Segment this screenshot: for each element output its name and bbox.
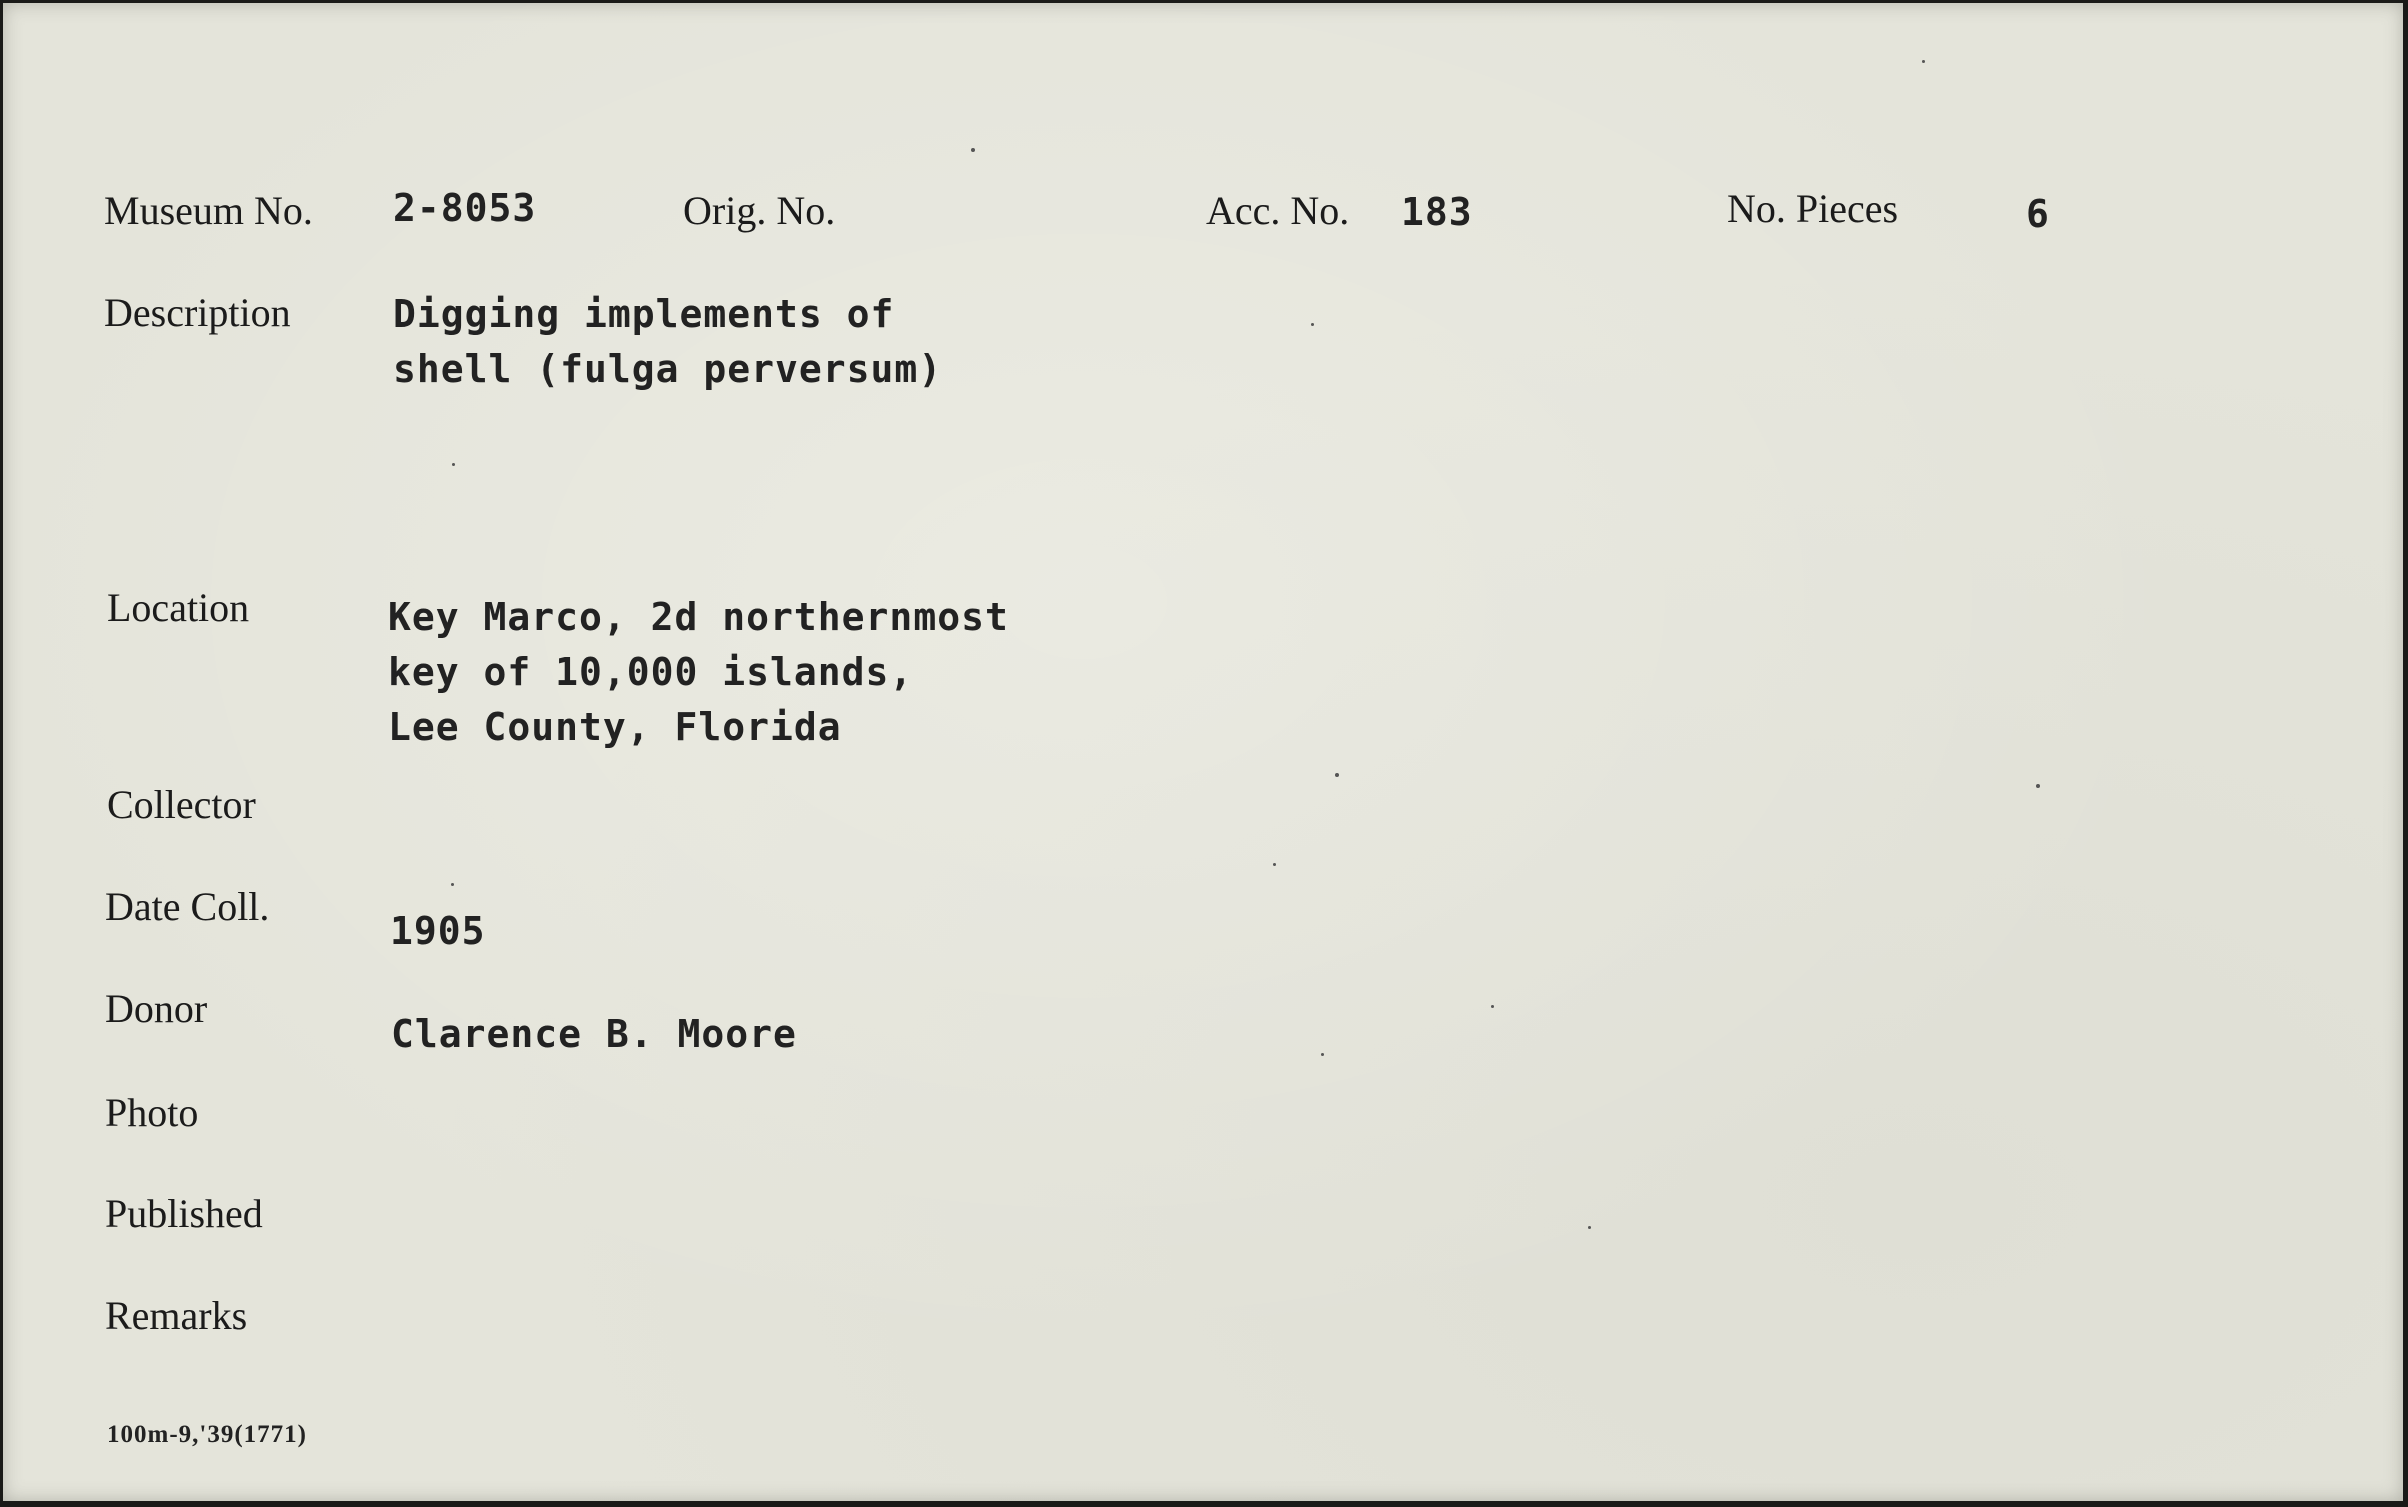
location-line: key of 10,000 islands,	[388, 650, 914, 694]
dust-speck	[1335, 773, 1339, 777]
location-line: Key Marco, 2d northernmost	[388, 595, 1009, 639]
location-line: Lee County, Florida	[388, 705, 842, 749]
description-value	[393, 287, 942, 397]
catalog-card	[3, 3, 2403, 1501]
dust-speck	[2036, 784, 2040, 788]
collector-label: Collector	[107, 782, 256, 827]
dust-speck	[1491, 1005, 1494, 1008]
dust-speck	[1321, 1053, 1324, 1056]
description-line: shell (fulga perversum)	[393, 347, 943, 391]
dust-speck	[1922, 60, 1925, 63]
donor-label: Donor	[105, 986, 208, 1031]
dust-speck	[1311, 323, 1314, 326]
description-label: Description	[104, 290, 291, 335]
orig-no-label: Orig. No.	[683, 188, 836, 233]
location-label: Location	[107, 585, 250, 630]
museum-no-value: 2-8053	[393, 186, 537, 230]
published-label: Published	[105, 1191, 263, 1236]
acc-no-label: Acc. No.	[1206, 188, 1350, 233]
description-line: Digging implements of	[393, 292, 895, 336]
date-coll-label: Date Coll.	[105, 884, 270, 929]
dust-speck	[1588, 1226, 1591, 1229]
print-code: 100m-9,'39(1771)	[107, 1421, 307, 1448]
location-value	[388, 590, 1009, 755]
photo-label: Photo	[105, 1090, 199, 1135]
museum-no-label: Museum No.	[104, 188, 313, 233]
dust-speck	[452, 463, 455, 466]
dust-speck	[971, 148, 975, 152]
dust-speck	[1273, 863, 1276, 866]
donor-value: Clarence B. Moore	[391, 1012, 797, 1056]
remarks-label: Remarks	[105, 1293, 248, 1338]
no-pieces-label: No. Pieces	[1727, 186, 1899, 231]
date-coll-value: 1905	[390, 909, 486, 953]
acc-no-value: 183	[1401, 190, 1473, 234]
no-pieces-value: 6	[2026, 192, 2050, 236]
dust-speck	[451, 883, 454, 886]
